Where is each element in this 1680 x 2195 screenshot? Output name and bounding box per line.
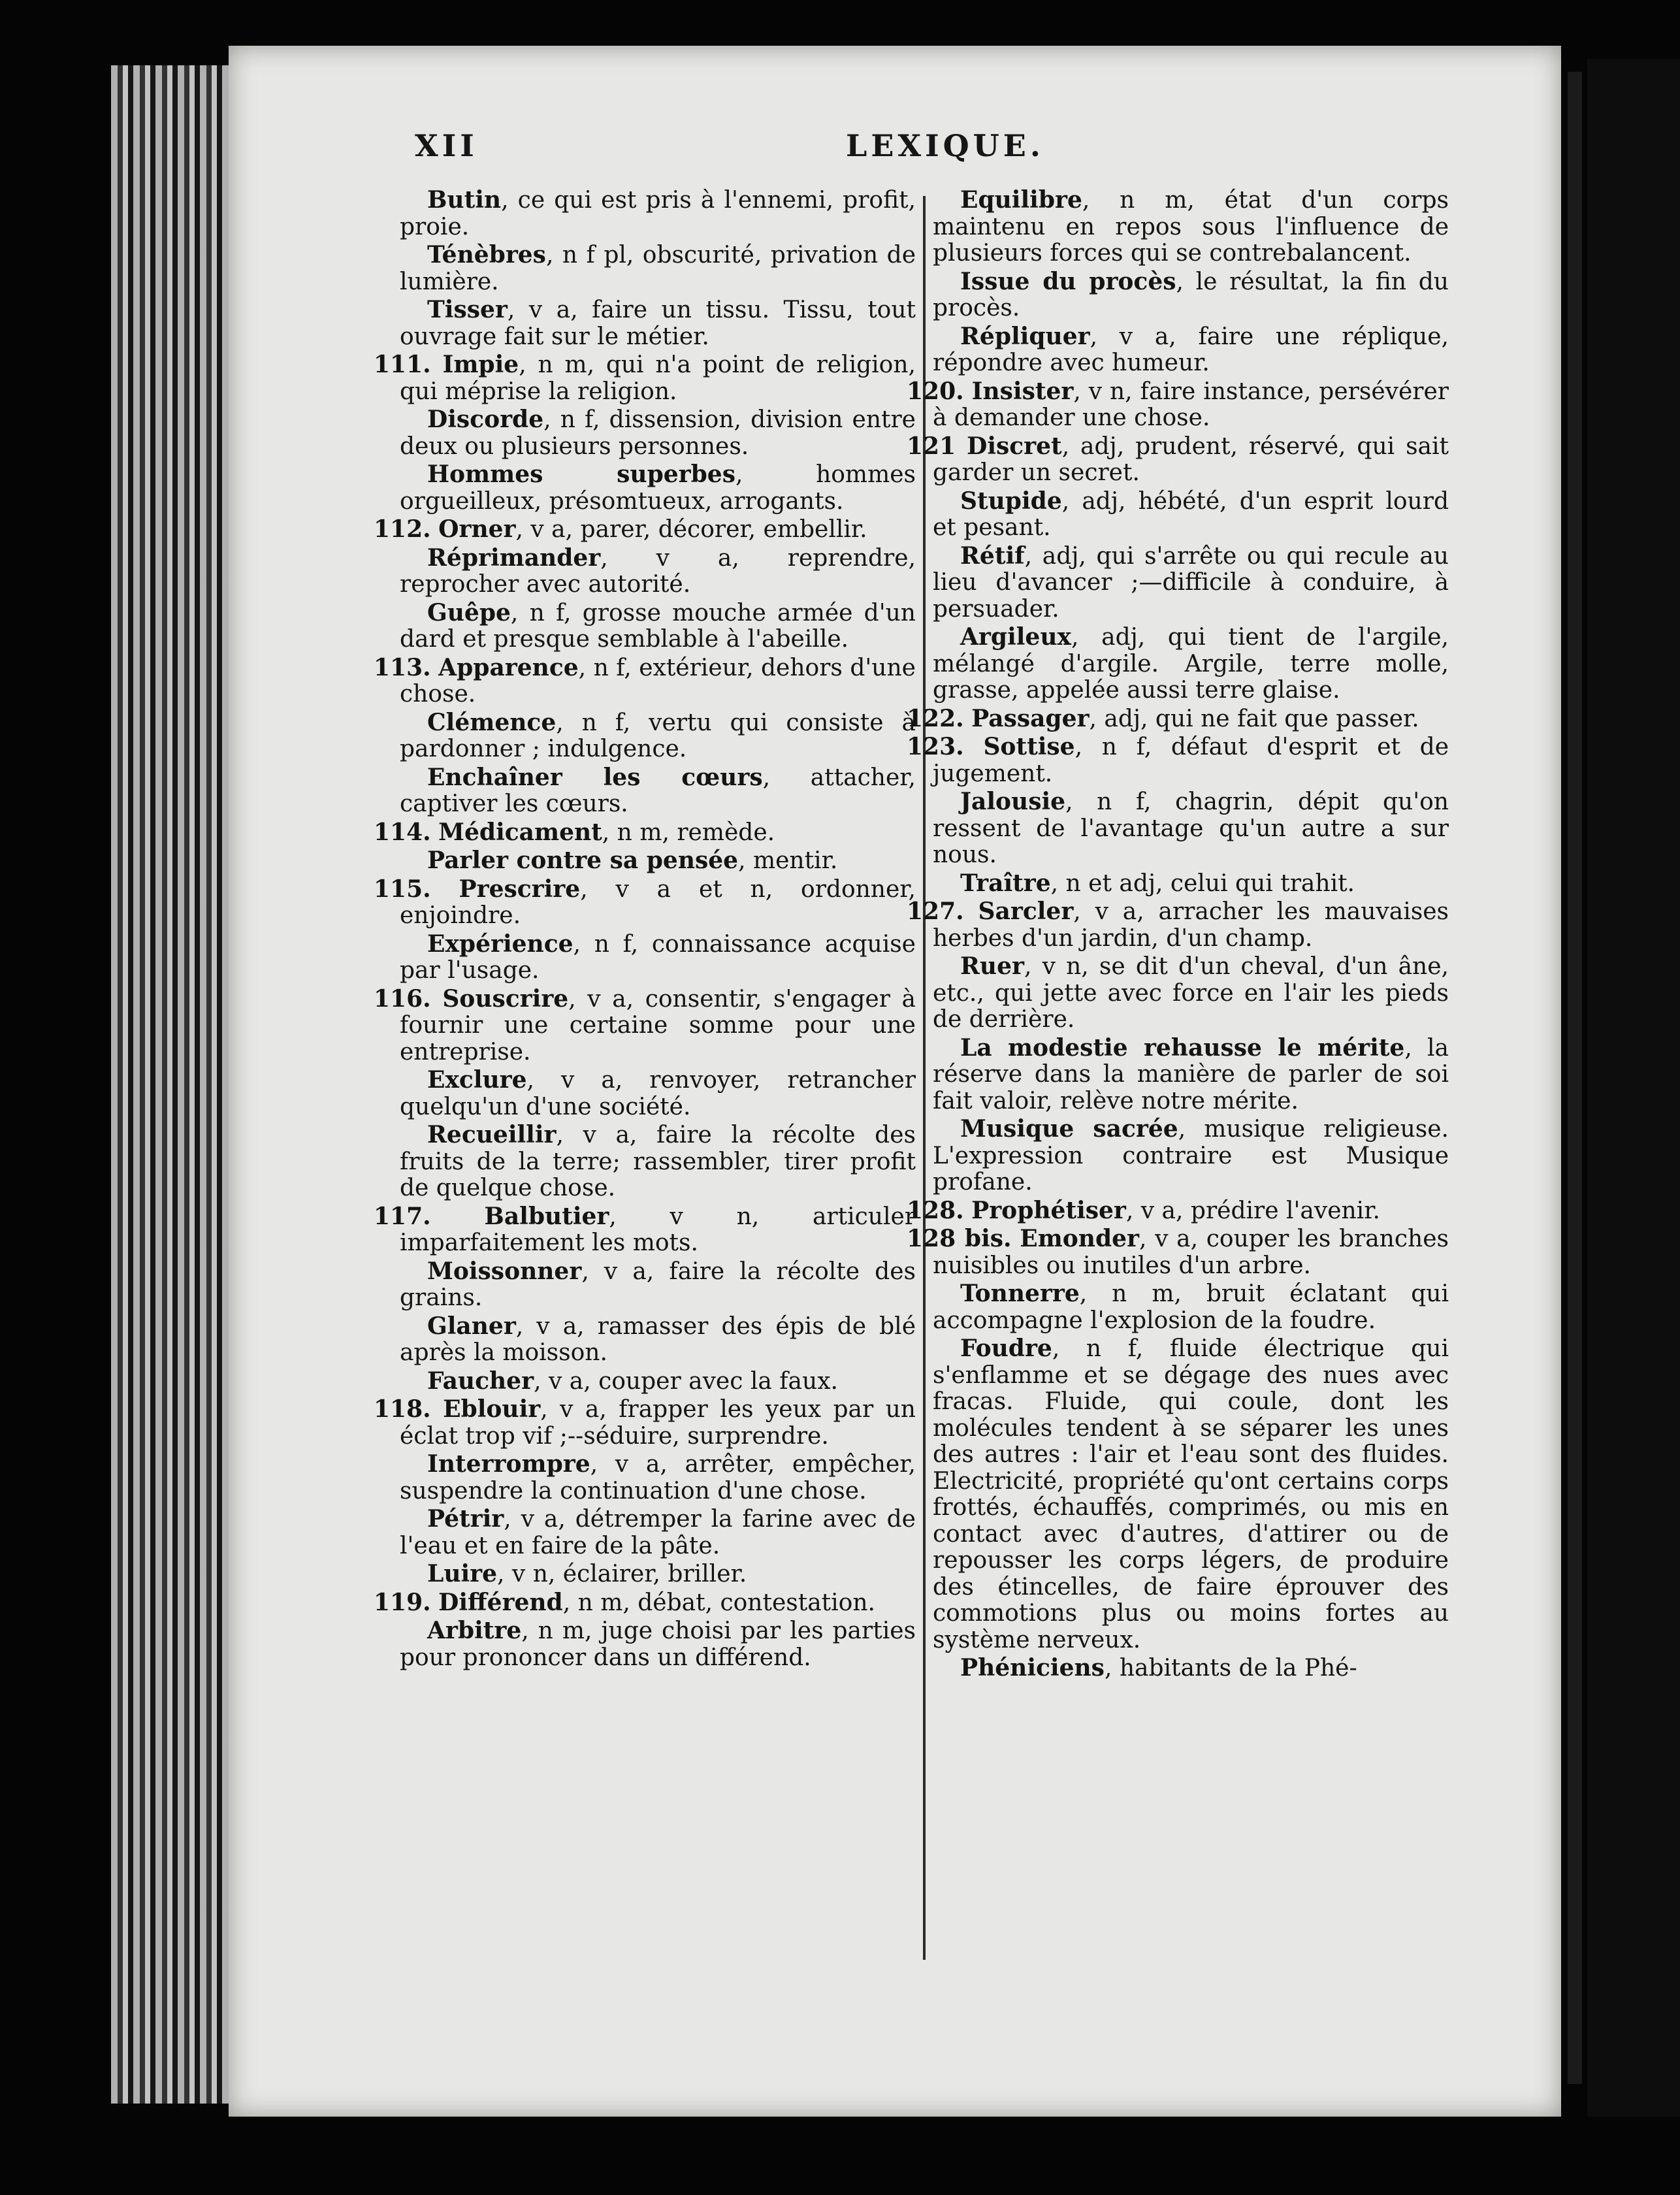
lexicon-entry: [933, 1280, 1449, 1334]
entry-definition: , n f pl, obscurité, privation de lumière.: [400, 242, 916, 295]
entry-definition: , adj, qui ne fait que passer.: [1089, 705, 1419, 732]
entry-headword: Traître: [960, 869, 1051, 897]
entry-definition: , habitants de la Phé-: [1104, 1655, 1357, 1682]
entry-headword: Butin: [427, 186, 502, 214]
entry-definition: , la réserve dans la manière de parler de soi fait valoir, relève notre mérite.: [933, 1034, 1449, 1114]
entry-definition: , n m, juge choisi par les parties pour prononcer dans un différend.: [400, 1618, 916, 1671]
entry-headword: Impie: [442, 351, 519, 378]
entry-headword: Glaner: [427, 1312, 516, 1340]
lexicon-entry: [400, 1313, 916, 1367]
book-page-edges: [111, 65, 242, 2104]
entry-headword: Rétif: [960, 542, 1025, 570]
lexicon-entry: [907, 432, 1449, 487]
entry-definition: , v a, parer, décorer, embellir.: [515, 516, 867, 543]
entry-headword: Répliquer: [960, 322, 1090, 350]
dark-margin: [1587, 59, 1680, 2117]
entry-definition: , v a, faire un tissu. Tissu, tout ouvrage fait sur le métier.: [400, 297, 916, 350]
entry-headword: Luire: [427, 1560, 498, 1587]
entry-headword: Apparence: [438, 653, 579, 681]
entry-definition: , le résultat, la fin du procès.: [933, 268, 1449, 321]
entry-definition: , v a, consentir, s'engager à fournir une certaine somme pour une entreprise.: [400, 985, 916, 1065]
lexicon-entry: [400, 461, 916, 515]
entry-headword: Arbitre: [427, 1617, 522, 1644]
entry-headword: Argileux: [960, 623, 1071, 651]
entry-headword: Tisser: [427, 296, 508, 323]
lexicon-entry: [400, 1122, 916, 1202]
entry-number: 128.: [907, 1196, 964, 1224]
lexicon-entry: [933, 268, 1449, 322]
entry-definition: , v a, renvoyer, retrancher quelqu'un d'une société.: [400, 1067, 916, 1120]
lexicon-entry: [374, 515, 916, 544]
lexicon-entry: [933, 953, 1449, 1033]
left-column: [374, 186, 916, 1977]
entry-headword: Stupide: [960, 487, 1062, 515]
lexicon-entry: [907, 1225, 1449, 1279]
entry-number: 121: [907, 432, 956, 460]
entry-headword: Interrompre: [427, 1450, 590, 1478]
entry-number: 127.: [907, 898, 964, 925]
entry-definition: , n f, chagrin, dépit qu'on ressent de l'avantage qu'un autre a sur nous.: [933, 789, 1449, 868]
entry-definition: , n m, bruit éclatant qui accompagne l'explosion de la foudre.: [933, 1280, 1449, 1334]
lexicon-entry: [933, 1655, 1449, 1682]
lexicon-entry: [933, 624, 1449, 704]
entry-headword: Foudre: [960, 1335, 1052, 1362]
entry-headword: Expérience: [427, 930, 573, 958]
entry-headword: Exclure: [427, 1066, 527, 1094]
entry-headword: Ténèbres: [427, 241, 546, 268]
entry-definition: , v a, reprendre, reprocher avec autorité.: [400, 544, 916, 598]
entry-headword: Orner: [438, 515, 516, 543]
entry-definition: , v a, ramasser des épis de blé après la moisson.: [400, 1312, 916, 1366]
lexicon-entry: [400, 1258, 916, 1312]
entry-definition: , v a, couper avec la faux.: [534, 1367, 838, 1395]
entry-number: 113.: [374, 653, 431, 681]
entry-headword: Sarcler: [978, 898, 1074, 925]
lexicon-entry: [400, 187, 916, 240]
lexicon-entry: [400, 931, 916, 984]
entry-definition: , n et adj, celui qui trahit.: [1050, 870, 1355, 897]
entry-definition: , v n, éclairer, briller.: [497, 1561, 747, 1587]
entry-number: 122.: [907, 704, 964, 732]
entry-headword: Emonder: [1020, 1225, 1140, 1252]
entry-definition: , n f, dissension, division entre deux ou plusieurs personnes.: [400, 406, 916, 460]
lexicon-entry: [933, 543, 1449, 623]
entry-number: 111.: [374, 351, 431, 378]
lexicon-entry: [374, 818, 916, 847]
entry-headword: Sottise: [983, 733, 1075, 760]
entry-number: 115.: [374, 875, 431, 903]
entry-headword: Musique sacrée: [960, 1115, 1178, 1143]
entry-number: 120.: [907, 377, 964, 405]
lexicon-entry: [907, 898, 1449, 952]
entry-definition: , v a et n, ordonner, enjoindre.: [400, 875, 916, 929]
entry-definition: , v a, arrêter, empêcher, suspendre la continuation d'une chose.: [400, 1451, 916, 1504]
lexicon-entry: [374, 875, 916, 930]
lexicon-entry: [400, 847, 916, 875]
column-divider: [923, 196, 926, 1960]
lexicon-entry: [933, 870, 1449, 898]
lexicon-entry: [400, 600, 916, 653]
entry-headword: Jalousie: [960, 788, 1066, 815]
entry-number: 119.: [374, 1588, 431, 1616]
entry-headword: Discorde: [427, 406, 544, 433]
lexicon-entry: [907, 733, 1449, 787]
entry-headword: Médicament: [438, 818, 602, 846]
entry-headword: Tonnerre: [960, 1280, 1080, 1307]
entry-definition: , n f, fluide électrique qui s'enflamme et se dégage des nues avec fracas. Fluide, qui coule, dont les molécules tendent à se séparer les unes des autres : l'air et l'eau sont des fluides. Electricité, propriété qu'ont certains corps frottés, échauffés, comprimés, ou mis en contact avec d'autres, d'attirer ou de repousser les corps légers, de produire des étincelles, de faire éprouver des commotions plus ou moins fortes au système nerveux.: [933, 1335, 1449, 1653]
entry-number: 117.: [374, 1202, 431, 1230]
lexicon-entry: [400, 297, 916, 350]
lexicon-entry: [400, 1067, 916, 1120]
entry-headword: Enchaîner les cœurs: [427, 763, 763, 791]
entry-definition: , attacher, captiver les cœurs.: [400, 764, 916, 817]
lexicon-entry: [933, 488, 1449, 542]
lexicon-entry: [400, 1618, 916, 1671]
entry-definition: , v n, se dit d'un cheval, d'un âne, etc., qui jette avec force en l'air les pieds de derrière.: [933, 953, 1449, 1033]
entry-definition: , n m, qui n'a point de religion, qui méprise la religion.: [400, 351, 916, 405]
entry-definition: , n f, vertu qui consiste à pardonner ; indulgence.: [400, 709, 916, 762]
entry-headword: Clémence: [427, 708, 557, 736]
entry-number: 112.: [374, 515, 431, 543]
entry-number: 128 bis.: [907, 1225, 1012, 1252]
entry-number: 116.: [374, 984, 431, 1013]
entry-headword: Balbutier: [484, 1202, 609, 1230]
entry-definition: , v a, couper les branches nuisibles ou inutiles d'un arbre.: [933, 1226, 1449, 1279]
entry-headword: Réprimander: [427, 544, 601, 572]
lexicon-entry: [933, 187, 1449, 267]
lexicon-entry: [374, 351, 916, 405]
entry-headword: Guêpe: [427, 598, 511, 626]
entry-headword: Issue du procès: [960, 267, 1176, 295]
entry-definition: , musique religieuse. L'expression contraire est Musique profane.: [933, 1116, 1449, 1195]
entry-definition: , v a, arracher les mauvaises herbes d'un jardin, d'un champ.: [933, 898, 1449, 952]
entry-definition: , n m, état d'un corps maintenu en repos sous l'influence de plusieurs forces qui se contrebalancent.: [933, 187, 1449, 267]
entry-headword: Faucher: [427, 1367, 534, 1395]
facing-page-edge: [1568, 72, 1582, 2084]
entry-headword: Parler contre sa pensée: [427, 847, 739, 874]
lexicon-entry: [400, 545, 916, 598]
entry-headword: Moissonner: [427, 1257, 582, 1285]
entry-definition: , v a, faire la récolte des fruits de la terre; rassembler, tirer profit de quelque chose.: [400, 1122, 916, 1201]
entry-definition: , adj, qui tient de l'argile, mélangé d'argile. Argile, terre molle, grasse, appelée aussi terre glaise.: [933, 624, 1449, 704]
lexicon-entry: [907, 704, 1449, 733]
lexicon-entry: [374, 1588, 916, 1617]
entry-headword: Pétrir: [427, 1505, 504, 1533]
lexicon-entry: [400, 1561, 916, 1588]
lexicon-entry: [400, 406, 916, 460]
entry-definition: , n f, connaissance acquise par l'usage.: [400, 930, 916, 984]
entry-number: 114.: [374, 818, 431, 846]
lexicon-entry: [933, 1035, 1449, 1115]
lexicon-entry: [400, 1451, 916, 1504]
entry-headword: Souscrire: [442, 984, 569, 1013]
entry-definition: , n f, défaut d'esprit et de jugement.: [933, 734, 1449, 787]
entry-definition: , n f, grosse mouche armée d'un dard et presque semblable à l'abeille.: [400, 599, 916, 653]
entry-definition: , adj, prudent, réservé, qui sait garder un secret.: [933, 432, 1449, 486]
lexicon-entry: [400, 709, 916, 763]
entry-definition: , n m, débat, contestation.: [562, 1589, 875, 1616]
entry-headword: Différend: [438, 1588, 563, 1616]
entry-definition: , v n, faire instance, persévérer à demander une chose.: [933, 378, 1449, 431]
running-head: LEXIQUE.: [846, 128, 1044, 163]
lexicon-entry: [374, 984, 916, 1066]
lexicon-entry: [374, 1202, 916, 1257]
entry-headword: Prophétiser: [971, 1196, 1126, 1224]
lexicon-entry: [400, 764, 916, 818]
lexicon-entry: [907, 1196, 1449, 1225]
entry-headword: Prescrire: [459, 875, 581, 903]
entry-number: 118.: [374, 1395, 431, 1423]
lexicon-entry: [933, 323, 1449, 377]
lexicon-entry: [374, 1395, 916, 1450]
entry-definition: , adj, hébété, d'un esprit lourd et pesant.: [933, 487, 1449, 541]
entry-headword: Hommes superbes: [427, 461, 735, 488]
lexicon-entry: [933, 789, 1449, 869]
right-column: [907, 186, 1449, 1977]
entry-headword: Ruer: [960, 952, 1024, 980]
entry-headword: Insister: [971, 377, 1074, 405]
lexicon-entry: [400, 1506, 916, 1559]
lexicon-entry: [907, 377, 1449, 432]
lexicon-entry: [400, 1368, 916, 1395]
lexicon-entry: [374, 653, 916, 708]
entry-definition: , v a, faire la récolte des grains.: [400, 1258, 916, 1311]
entry-definition: , mentir.: [738, 847, 838, 874]
entry-definition: , v a, frapper les yeux par un éclat trop vif ;--séduire, surprendre.: [400, 1396, 916, 1450]
entry-definition: , v a, prédire l'avenir.: [1125, 1197, 1380, 1224]
entry-number: 123.: [907, 733, 964, 760]
lexicon-entry: [933, 1335, 1449, 1653]
entry-headword: La modestie rehausse le mérite: [960, 1033, 1405, 1062]
entry-definition: , ce qui est pris à l'ennemi, profit, proie.: [400, 187, 916, 240]
entry-headword: Equilibre: [960, 186, 1082, 214]
entry-headword: Recueillir: [427, 1121, 557, 1148]
entry-definition: , n f, extérieur, dehors d'une chose.: [400, 654, 916, 707]
page-number: XII: [415, 128, 478, 163]
entry-definition: , hommes orgueilleux, présomtueux, arrogants.: [400, 461, 916, 515]
entry-definition: , v a, faire une réplique, répondre avec humeur.: [933, 323, 1449, 376]
lexicon-entry: [400, 242, 916, 295]
entry-definition: , v n, articuler imparfaitement les mots.: [400, 1203, 916, 1256]
entry-headword: Phéniciens: [960, 1654, 1105, 1682]
entry-definition: , adj, qui s'arrête ou qui recule au lieu d'avancer ;—difficile à conduire, à persuader.: [933, 542, 1449, 623]
entry-definition: , v a, détremper la farine avec de l'eau et en faire de la pâte.: [400, 1506, 916, 1559]
entry-headword: Eblouir: [443, 1395, 541, 1423]
entry-headword: Passager: [971, 704, 1090, 732]
entry-definition: , n m, remède.: [602, 819, 775, 846]
lexicon-entry: [933, 1116, 1449, 1196]
entry-headword: Discret: [967, 432, 1062, 460]
